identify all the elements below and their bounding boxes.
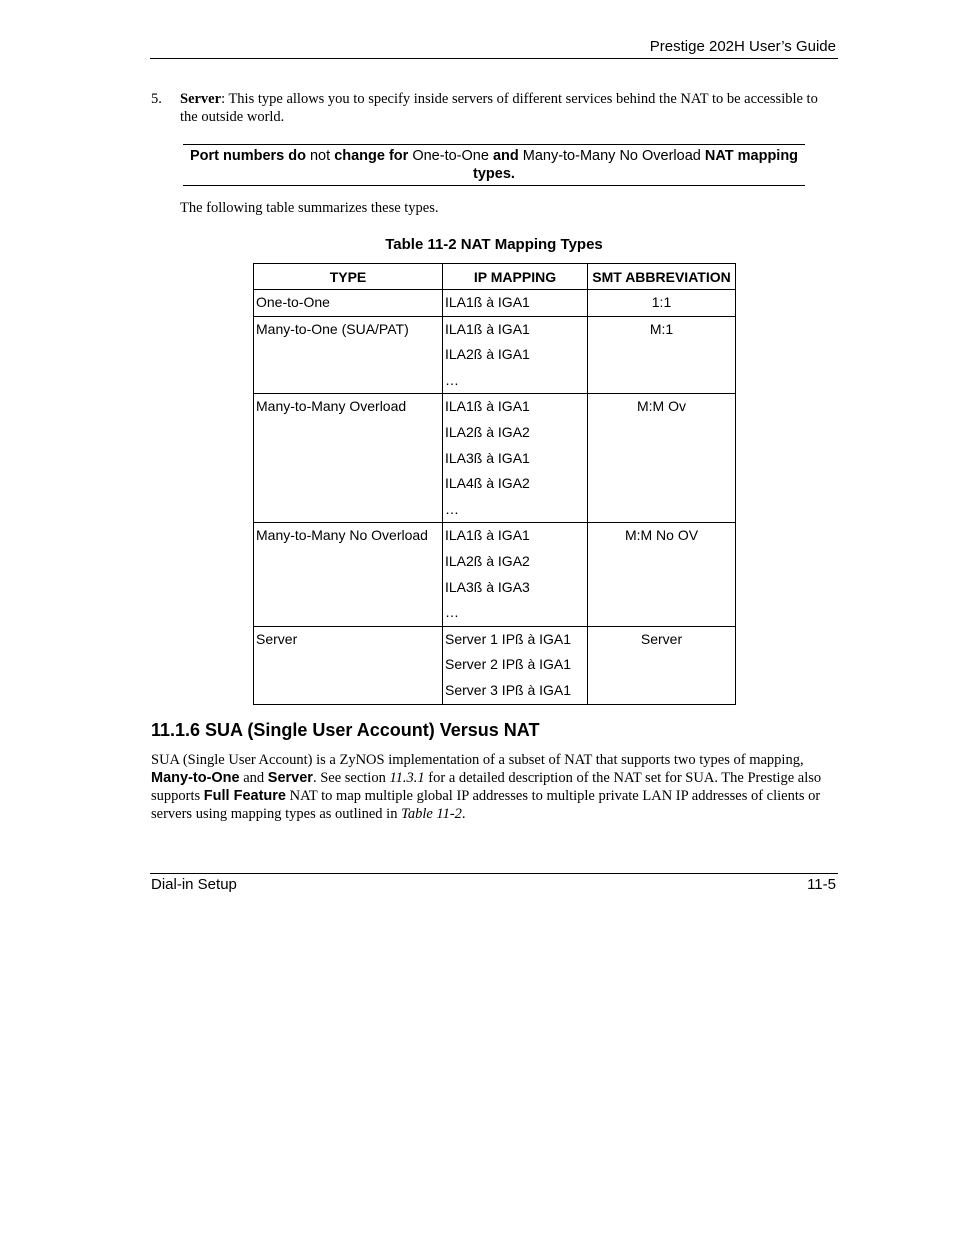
section-heading: 11.1.6 SUA (Single User Account) Versus NAT xyxy=(151,720,540,740)
cell-ip-mapping xyxy=(443,626,588,704)
para-bold-full-feature: Full Feature xyxy=(203,788,286,804)
mapping-line: ILA4ß à IGA2 xyxy=(445,475,530,492)
cell-ip-mapping xyxy=(443,394,588,523)
mapping-line: ILA3ß à IGA3 xyxy=(445,578,530,595)
column-header-smt-abbreviation: SMT ABBREVIATION xyxy=(588,264,736,290)
note-text xyxy=(183,145,805,183)
para-bold-server: Server xyxy=(267,770,313,786)
table-row xyxy=(254,290,736,317)
mapping-line: Server 2 IPß à IGA1 xyxy=(445,656,572,673)
cell-type xyxy=(254,394,443,523)
note-part-7: NAT mapping types. xyxy=(473,148,799,182)
cell-smt-abbreviation xyxy=(588,316,736,394)
mapping-line: ILA2ß à IGA2 xyxy=(445,552,530,569)
mapping-line: … xyxy=(445,371,459,388)
table-row xyxy=(254,626,736,704)
list-text: : This type allows you to specify inside servers of different services behind the NAT to be accessible to the outside world. xyxy=(180,91,818,125)
note-part-6: Many-to-Many No Overload xyxy=(518,148,705,164)
nat-mapping-table xyxy=(253,263,736,705)
document-title: Prestige 202H User’s Guide xyxy=(649,38,836,55)
column-header-type: TYPE xyxy=(254,264,443,290)
type-label: Many-to-One (SUA/PAT) xyxy=(256,320,409,337)
mapping-line: … xyxy=(445,604,459,621)
mapping-line: … xyxy=(445,500,459,517)
note-part-1: Port numbers do xyxy=(189,148,306,164)
cell-smt-abbreviation xyxy=(588,523,736,626)
abbreviation-label: M:M No OV xyxy=(624,527,699,544)
mapping-line: ILA1ß à IGA1 xyxy=(445,320,530,337)
mapping-line: ILA1ß à IGA1 xyxy=(445,527,530,544)
page-header xyxy=(150,36,838,59)
table-row xyxy=(254,316,736,394)
mapping-line: ILA2ß à IGA2 xyxy=(445,423,530,440)
cell-ip-mapping xyxy=(443,316,588,394)
table-row xyxy=(254,523,736,626)
note-part-3: change for xyxy=(334,148,409,164)
cell-type xyxy=(254,290,443,317)
cell-smt-abbreviation xyxy=(588,626,736,704)
list-term: Server xyxy=(180,91,222,107)
footer-page-number: 11-5 xyxy=(807,876,836,893)
table-row xyxy=(254,394,736,523)
cell-type xyxy=(254,626,443,704)
abbreviation-label: 1:1 xyxy=(651,294,672,310)
table-header-row xyxy=(254,264,736,290)
cell-smt-abbreviation xyxy=(588,394,736,523)
para-text-1: SUA (Single User Account) is a ZyNOS implementation of a subset of NAT that supports two types of mapping, xyxy=(151,752,804,768)
mapping-line: Server 3 IPß à IGA1 xyxy=(445,681,572,698)
intro-text: The following table summarizes these types. xyxy=(180,200,439,216)
mapping-line: ILA2ß à IGA1 xyxy=(445,346,530,363)
mapping-line: ILA1ß à IGA1 xyxy=(445,294,530,310)
page-footer xyxy=(150,873,838,898)
para-section-ref: 11.3.1 xyxy=(389,770,425,786)
cell-smt-abbreviation xyxy=(588,290,736,317)
footer-chapter: Dial-in Setup xyxy=(151,876,237,893)
mapping-line: Server 1 IPß à IGA1 xyxy=(445,630,572,647)
para-text-3: . See section xyxy=(312,770,390,786)
cell-type xyxy=(254,316,443,394)
type-label: Server xyxy=(256,630,298,647)
cell-ip-mapping xyxy=(443,523,588,626)
abbreviation-label: Server xyxy=(640,630,683,647)
type-label: Many-to-Many Overload xyxy=(256,398,407,415)
table-body xyxy=(254,290,736,705)
section-paragraph xyxy=(151,751,841,823)
note-part-5: and xyxy=(492,148,519,164)
type-label: One-to-One xyxy=(256,294,330,310)
abbreviation-label: M:M Ov xyxy=(637,398,686,415)
note-box xyxy=(183,144,805,186)
column-header-ip-mapping: IP MAPPING xyxy=(443,264,588,290)
para-bold-many-to-one: Many-to-One xyxy=(151,770,240,786)
para-text-4: for a detailed description of the NAT set for SUA. The Prestige also supports xyxy=(151,770,822,804)
para-text-6: . xyxy=(461,806,466,822)
note-part-2: not xyxy=(305,148,335,164)
type-label: Many-to-Many No Overload xyxy=(256,527,428,544)
para-text-2: and xyxy=(239,770,268,786)
note-part-4: One-to-One xyxy=(408,148,493,164)
mapping-line: ILA3ß à IGA1 xyxy=(445,449,530,466)
list-number: 5. xyxy=(151,91,162,107)
list-item-body xyxy=(180,90,820,126)
para-text-5: NAT to map multiple global IP addresses to multiple private LAN IP addresses of clients or servers using mapping types as outlined in xyxy=(151,788,821,822)
cell-ip-mapping xyxy=(443,290,588,317)
para-table-ref: Table 11-2 xyxy=(401,806,462,822)
abbreviation-label: M:1 xyxy=(649,320,674,337)
table-caption: Table 11-2 NAT Mapping Types xyxy=(385,236,603,253)
mapping-line: ILA1ß à IGA1 xyxy=(445,398,530,415)
cell-type xyxy=(254,523,443,626)
